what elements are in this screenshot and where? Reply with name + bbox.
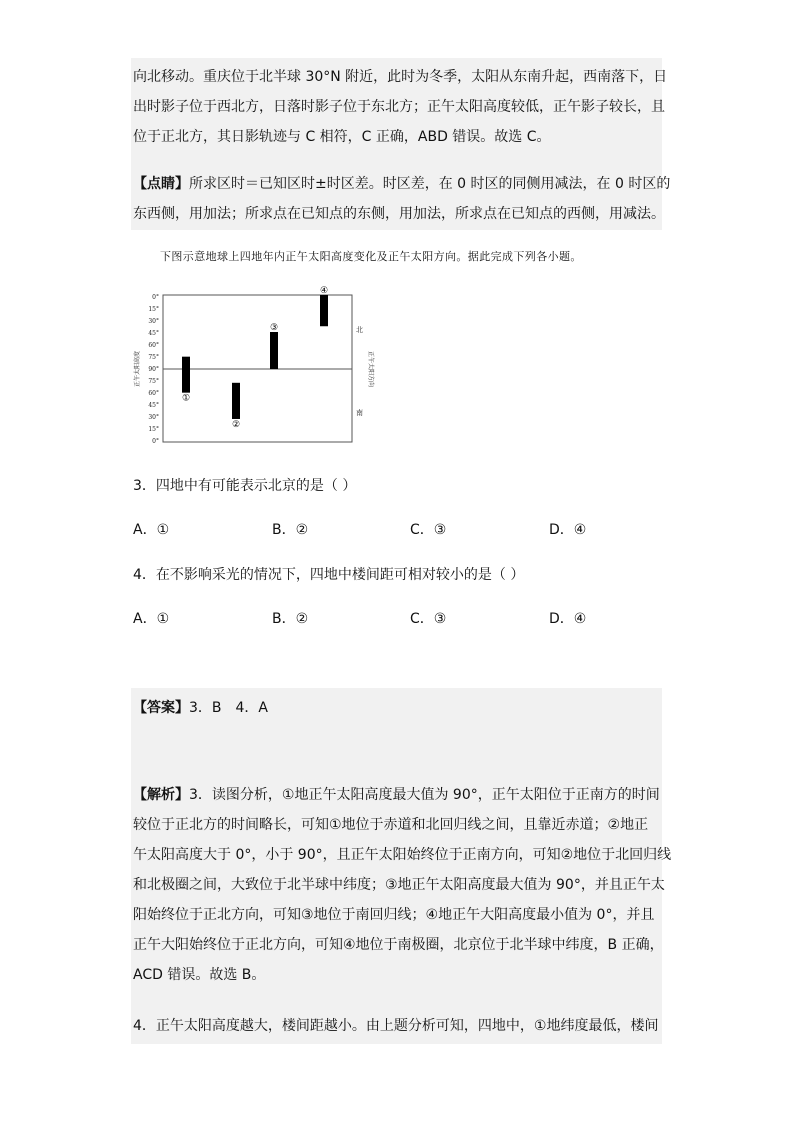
right-axis-title: 正午太阳方向 (367, 350, 374, 388)
analysis-label: 【解析】 (133, 787, 189, 803)
tick-label: 75° (148, 378, 159, 385)
analysis-line-5: 阳始终位于正北方向，可知③地位于南回归线；④地正午大阳高度最小值为 0°，并且 (133, 907, 655, 923)
q3-option-b[interactable]: B．② (272, 522, 309, 538)
tick-label: 75° (148, 354, 159, 361)
top-line-2: 出时影子位于西北方，日落时影子位于东北方；正午太阳高度较低，正午影子较长，且 (133, 99, 665, 115)
analysis-line-4: 和北极圈之间，大致位于北半球中纬度；③地正午太阳高度最大值为 90°，并且正午太 (133, 877, 665, 893)
q4-option-a[interactable]: A．① (133, 611, 170, 627)
tip-label: 【点睛】 (133, 176, 189, 192)
q3-option-a[interactable]: A．① (133, 522, 170, 538)
south-label: 南 (356, 409, 363, 417)
tick-label: 30° (148, 318, 159, 325)
tick-label: 90° (148, 366, 159, 373)
q3-option-d[interactable]: D．④ (549, 522, 587, 538)
analysis-line-3: 午太阳高度大于 0°，小于 90°，且正午太阳始终位于正南方向，可知②地位于北回归线 (133, 847, 672, 863)
tip-text-1: 所求区时＝已知区时±时区差。时区差，在 0 时区的同侧用减法，在 0 时区的 (189, 176, 671, 192)
bar-marker-label: ④ (319, 286, 329, 296)
bar-marker-label: ② (231, 419, 241, 430)
tick-label: 15° (148, 426, 159, 433)
tip-line-2: 东西侧，用加法；所求点在已知点的东侧，用加法，所求点在已知点的西侧，用减法。 (133, 206, 665, 222)
analysis-paragraph (133, 780, 673, 990)
bar-marker-label: ① (181, 393, 191, 404)
altitude-bar (232, 383, 240, 419)
q3-option-c[interactable]: C．③ (410, 522, 447, 538)
altitude-bar (182, 357, 190, 393)
question-4-stem: 4．在不影响采光的情况下，四地中楼间距可相对较小的是（ ） (133, 567, 525, 583)
altitude-bar (320, 295, 328, 326)
tick-label: 15° (148, 306, 159, 313)
figure-intro: 下图示意地球上四地年内正午太阳高度变化及正午太阳方向。据此完成下列各小题。 (160, 250, 582, 263)
answer-text: 3．B 4．A (189, 700, 268, 716)
tip-paragraph (133, 169, 673, 229)
analysis-line-2: 较位于正北方的时间略长，可知①地位于赤道和北回归线之间，且靠近赤道；②地正 (133, 817, 649, 833)
tick-label: 45° (148, 330, 159, 337)
tick-label: 60° (148, 390, 159, 397)
altitude-bar (270, 332, 278, 369)
q4-option-d[interactable]: D．④ (549, 611, 587, 627)
tick-label: 60° (148, 342, 159, 349)
bar-marker-label: ③ (269, 323, 279, 333)
analysis-line-6: 正午大阳始终位于正北方向，可知④地位于南极圈，北京位于北半球中纬度，B 正确， (133, 937, 664, 953)
analysis-line-7: ACD 错误。故选 B。 (133, 967, 266, 983)
analysis-q4-line: 4．正午太阳高度越大，楼间距越小。由上题分析可知，四地中，①地纬度最低，楼间 (133, 1018, 659, 1034)
left-axis-title: 正午太阳高度 (134, 350, 141, 388)
top-paragraph (133, 62, 673, 152)
left-tick-labels (148, 294, 159, 445)
tick-label: 45° (148, 402, 159, 409)
sun-altitude-figure (120, 285, 380, 450)
question-3-stem: 3．四地中有可能表示北京的是（ ） (133, 478, 357, 494)
north-label: 北 (356, 326, 363, 334)
bars-group (182, 286, 328, 430)
top-line-1: 向北移动。重庆位于北半球 30°N 附近，此时为冬季，太阳从东南升起，西南落下，日 (133, 69, 668, 85)
tick-label: 0° (152, 438, 159, 445)
analysis-line-1 (133, 780, 673, 810)
q4-option-c[interactable]: C．③ (410, 611, 447, 627)
tick-label: 30° (148, 414, 159, 421)
answer-line (133, 697, 268, 717)
analysis-text-1: 3．读图分析，①地正午太阳高度最大值为 90°，正午太阳位于正南方的时间 (189, 787, 660, 803)
top-line-3: 位于正北方，其日影轨迹与 C 相符，C 正确，ABD 错误。故选 C。 (133, 129, 551, 145)
answer-label: 【答案】 (133, 700, 189, 716)
tip-line-1 (133, 169, 673, 199)
tick-label: 0° (152, 294, 159, 301)
q4-option-b[interactable]: B．② (272, 611, 309, 627)
